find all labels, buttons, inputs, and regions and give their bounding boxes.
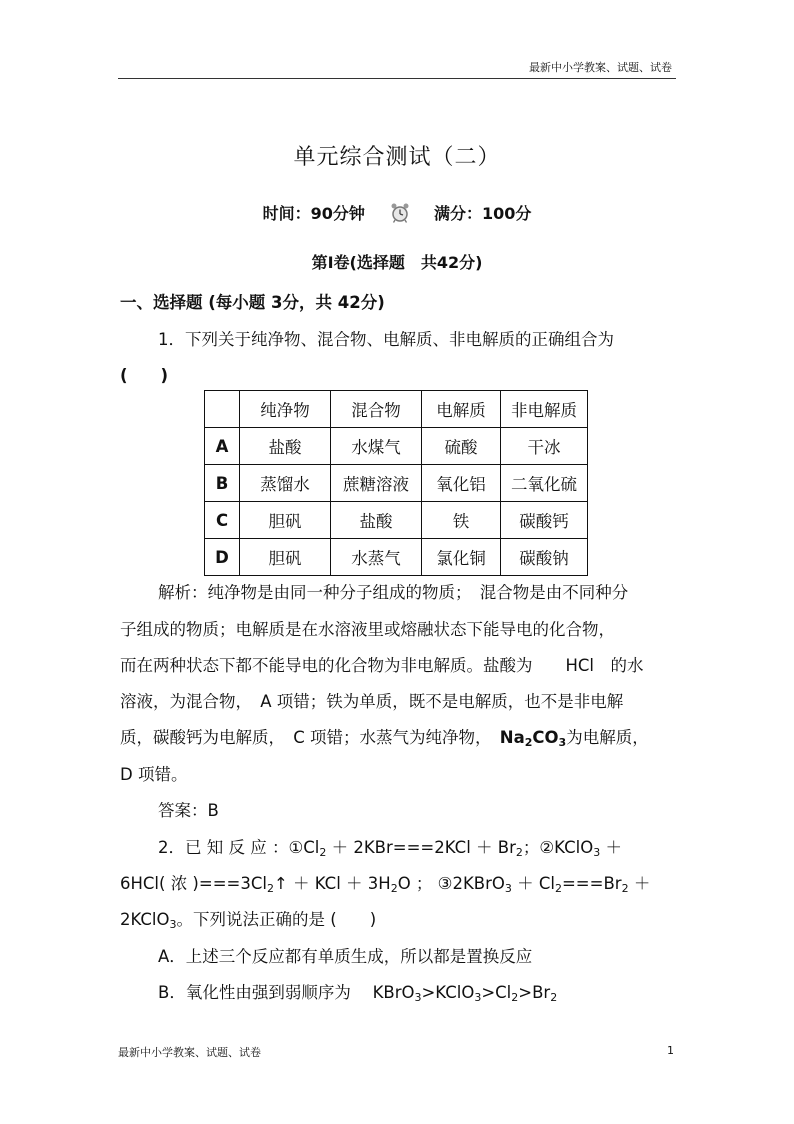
q1-answer: 答案：B [158,801,219,820]
table-cell: 硫酸 [422,428,501,465]
table-row [205,502,588,539]
table-cell: 氧化铝 [422,465,501,502]
table-cell: 碳酸钙 [501,502,588,539]
table-cell: 胆矾 [240,502,331,539]
q2-line: 6HCl( 浓 )$===3Cl_2↑$ ＋ KCl ＋ $3H_2O$ ； ③2KBrO$_3$ ＋ $Cl_2===Br_2$ ＋ [120,874,651,895]
table-cell: 碳酸钠 [501,539,588,576]
table-cell: 铁 [422,502,501,539]
part-heading: 一、选择题 (每小题 3分，共 42分) [120,293,385,312]
q2-option-a: A．上述三个反应都有单质生成，所以都是置换反应 [158,947,533,966]
page-number: 1 [667,1044,674,1057]
table-header-row [205,391,588,428]
page-footer: 最新中小学教案、试题、试卷 [118,1046,261,1059]
table-cell [205,391,240,428]
table-cell: 盐酸 [240,428,331,465]
table-header: 非电解质 [501,391,588,428]
exam-meta [0,201,794,224]
time-limit: 时间：90分钟 [262,204,365,223]
analysis-line: 而在两种状态下都不能导电的化合物为非电解质。盐酸为 HCl 的水 [120,656,644,675]
full-score: 满分：100分 [434,204,532,223]
table-row [205,539,588,576]
header-rule [118,78,676,79]
q2-option-b: B．氧化性由强到弱顺序为 $KBrO_3>KClO_3>Cl_2>Br_2$ [158,983,558,1004]
table-row [205,465,588,502]
q1-stem: 1．下列关于纯净物、混合物、电解质、非电解质的正确组合为 [158,330,614,349]
table-header: 电解质 [422,391,501,428]
q1-options-table [204,390,588,576]
q1-bracket: ( ) [120,366,169,385]
q2-line: 2KClO$_3$。下列说法正确的是 ( ) [120,910,377,931]
analysis-line: 子组成的物质；电解质是在水溶液里或熔融状态下能导电的化合物， [120,620,615,639]
q2-line: 2．已 知 反 应 ：$①Cl_2 + 2KBr===2KCl + Br_2$；②KClO$_3$ ＋ [158,838,622,859]
analysis-line: 溶液，为混合物， A 项错；铁为单质，既不是电解质，也不是非电解 [120,692,624,711]
table-header: 混合物 [331,391,422,428]
analysis-line: D 项错。 [120,765,188,784]
table-header: 纯净物 [240,391,331,428]
analysis-line: 质，碳酸钙为电解质， C 项错；水蒸气为纯净物， $Na_2CO_3$为电解质， [120,728,649,749]
table-cell: 盐酸 [331,502,422,539]
option-key: C [205,502,240,539]
option-key: B [205,465,240,502]
table-cell: 水蒸气 [331,539,422,576]
option-key: A [205,428,240,465]
page-title: 单元综合测试（二） [293,145,501,170]
table-cell: 水煤气 [331,428,422,465]
table-cell: 干冰 [501,428,588,465]
alarm-clock-icon [390,202,410,224]
analysis-line: 解析：纯净物是由同一种分子组成的物质； 混合物是由不同种分 [158,583,629,602]
chem-formula: $Na_2CO_3$ [499,728,567,749]
table-cell: 胆矾 [240,539,331,576]
table-cell: 氯化铜 [422,539,501,576]
table-cell: 二氧化硫 [501,465,588,502]
page-header: 最新中小学教案、试题、试卷 [529,61,672,74]
table-row [205,428,588,465]
table-cell: 蒸馏水 [240,465,331,502]
option-key: D [205,539,240,576]
section-title: 第Ⅰ卷(选择题 共42分) [311,253,483,272]
table-cell: 蔗糖溶液 [331,465,422,502]
